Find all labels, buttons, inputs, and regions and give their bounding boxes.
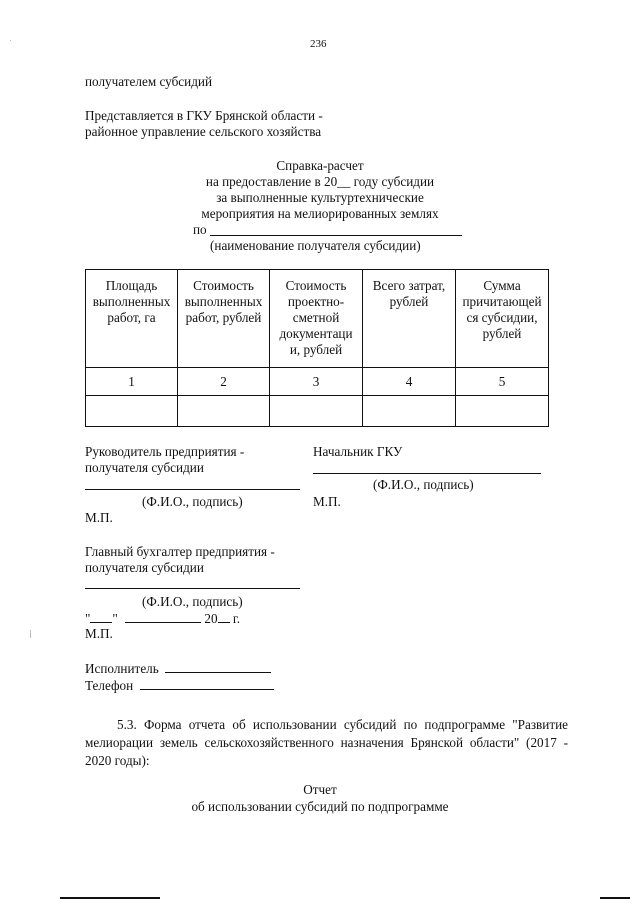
page-number: 236 (310, 38, 327, 50)
scan-dot (10, 40, 11, 41)
header-cost-works (178, 270, 270, 368)
header-cell-line: документаци (279, 326, 353, 341)
recipient-name-line (210, 235, 462, 236)
header-cell-line: проектно- (287, 294, 345, 309)
phone-label: Телефон (85, 678, 134, 693)
phone-blank (140, 677, 274, 690)
header-cell-line: Стоимость (193, 278, 254, 293)
column-number: 2 (178, 368, 270, 396)
header-cell-line: сметной (292, 310, 340, 325)
column-number: 5 (456, 368, 549, 396)
bottom-rule-right (600, 897, 630, 899)
signature-line (313, 473, 541, 474)
header-cell-line: работ, га (107, 310, 156, 325)
table-cell (363, 396, 456, 427)
column-number: 4 (363, 368, 456, 396)
presented-to-line-2: районное управление сельского хозяйства (85, 124, 322, 139)
fio-caption-accountant: (Ф.И.О., подпись) (142, 594, 243, 609)
section-text: Форма отчета об использовании субсидий по подпрограмме "Развитие мелиорации земель сельскохозяйственного назначения Брянской области" (2017 - 2020 годы): (85, 717, 569, 768)
fio-caption-right: (Ф.И.О., подпись) (373, 477, 474, 492)
header-cost-docs (270, 270, 363, 368)
year-blank (218, 610, 230, 623)
section-number: 5.3. (117, 717, 137, 732)
table-header-row (86, 270, 549, 368)
signature-line (85, 588, 300, 589)
phone-line (85, 677, 274, 694)
section-paragraph (85, 716, 568, 770)
po-label: по (193, 222, 207, 237)
date-quote-close: " (112, 611, 118, 626)
chief-accountant-line-1: Главный бухгалтер предприятия - (85, 544, 275, 559)
scan-dot (30, 630, 31, 638)
presented-to-line-1: Представляется в ГКУ Брянской области - (85, 108, 323, 123)
header-cell-line: рублей (482, 326, 522, 341)
stamp-accountant: М.П. (85, 626, 113, 641)
recipient-caption: (наименование получателя субсидии) (210, 238, 421, 253)
executor-label: Исполнитель (85, 661, 159, 676)
header-cell-line: выполненных (92, 294, 171, 309)
form-heading-line-3: мероприятия на мелиорированных землях (201, 206, 439, 221)
stamp-right: М.П. (313, 494, 341, 509)
head-enterprise-line-1: Руководитель предприятия - (85, 444, 245, 459)
form-title: Справка-расчет (276, 158, 364, 173)
chief-accountant-line-2: получателя субсидии (85, 560, 204, 575)
date-year: 20 (204, 611, 218, 626)
header-cell-line: причитающей (462, 294, 542, 309)
month-blank (125, 610, 201, 623)
calculation-table (85, 269, 549, 427)
column-number: 1 (86, 368, 178, 396)
column-number: 3 (270, 368, 363, 396)
header-cell-line: выполненных (184, 294, 263, 309)
header-subsidy-sum (456, 270, 549, 368)
header-cell-line: рублей (389, 294, 429, 309)
header-cell-line: ся субсидии, (466, 310, 538, 325)
report-title: Отчет (303, 782, 337, 797)
header-cell-line: Всего затрат, (372, 278, 446, 293)
form-heading-line-1: на предоставление в 20__ году субсидии (205, 174, 435, 189)
report-subtitle: об использовании субсидий по подпрограмме (191, 799, 449, 814)
header-cell-line: Стоимость (285, 278, 347, 293)
date-quote-open: " (85, 611, 91, 626)
date-suffix: г. (232, 611, 241, 626)
date-line (85, 610, 240, 627)
form-heading-line-2: за выполненные культуртехнические (216, 190, 424, 205)
table-cell (456, 396, 549, 427)
table-cell (270, 396, 363, 427)
bottom-rule-left (60, 897, 160, 899)
executor-blank (165, 660, 271, 673)
day-blank (90, 610, 112, 623)
stamp-left: М.П. (85, 510, 113, 525)
header-total (363, 270, 456, 368)
header-cell-line: Сумма (483, 278, 521, 293)
head-gku-label: Начальник ГКУ (313, 444, 403, 459)
header-cell-line: Площадь (105, 278, 158, 293)
header-area (86, 270, 178, 368)
header-cell-line: и, рублей (289, 342, 343, 357)
table-number-row (86, 368, 549, 396)
signature-line (85, 489, 300, 490)
recipient-line: получателем субсидий (85, 74, 213, 89)
head-enterprise-line-2: получателя субсидии (85, 460, 204, 475)
header-cell-line: работ, рублей (185, 310, 262, 325)
fio-caption-left: (Ф.И.О., подпись) (142, 494, 243, 509)
table-cell (178, 396, 270, 427)
table-cell (86, 396, 178, 427)
executor-line (85, 660, 271, 677)
table-row (86, 396, 549, 427)
